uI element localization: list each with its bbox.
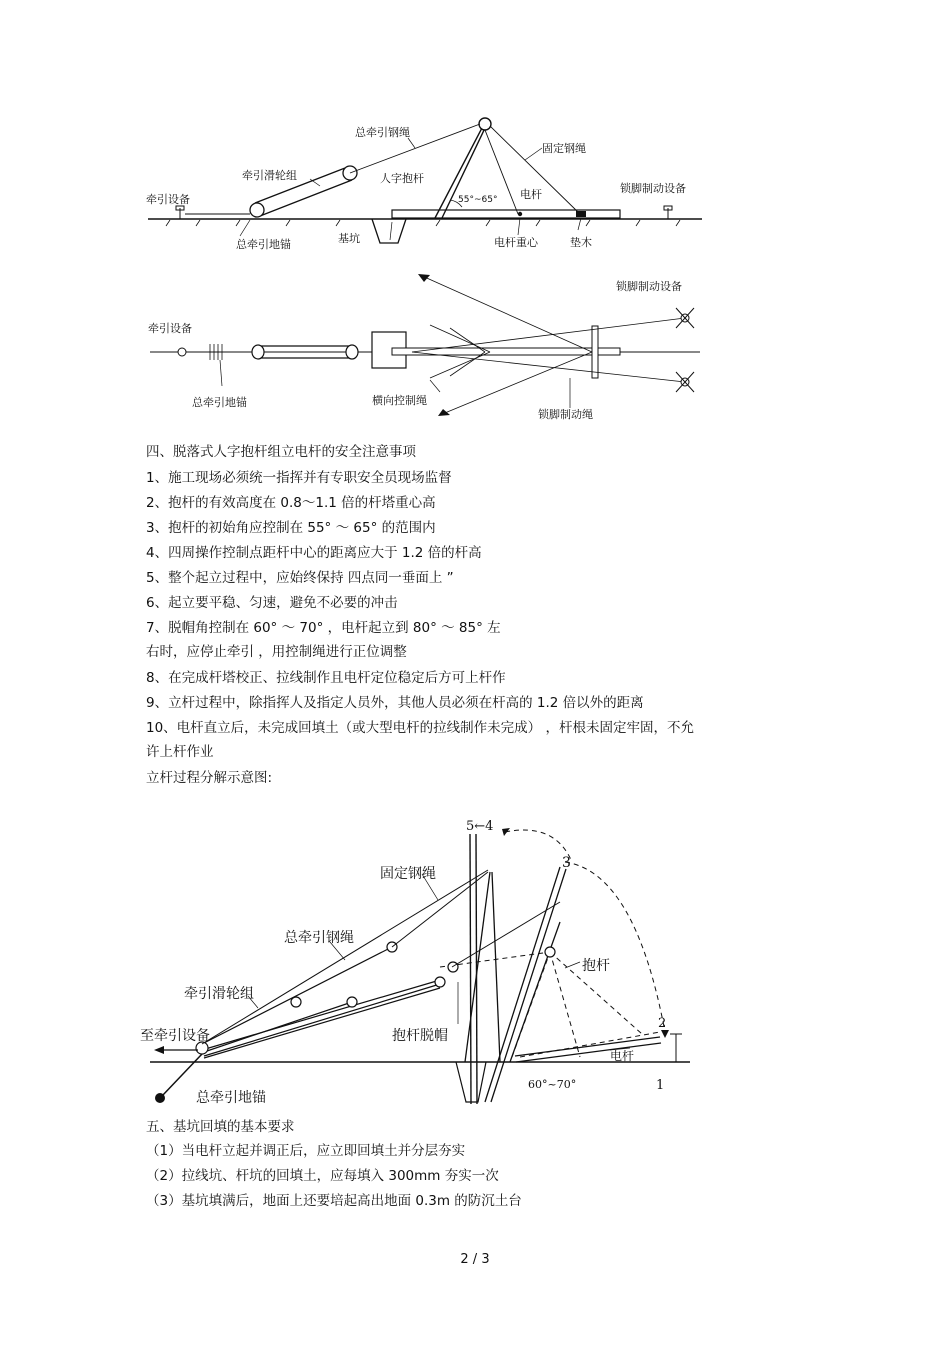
section4-item: 右时，应停止牵引 ，用控制绳进行正位调整 xyxy=(146,644,407,660)
traction-device-icon xyxy=(178,348,186,356)
label-release: 抱杆脱帽 xyxy=(392,1028,448,1044)
page-number: 2 / 3 xyxy=(460,1252,490,1267)
ground-hatch xyxy=(166,220,680,226)
label-lock-device-top: 锁脚制动设备 xyxy=(616,280,682,293)
label-angle: 60°~70° xyxy=(528,1078,577,1091)
pit-shape xyxy=(372,219,406,243)
label-angle: 55°~65° xyxy=(458,195,498,205)
fixed-ropes xyxy=(202,870,560,1044)
label-main-rope: 总牵引钢绳 xyxy=(284,930,354,946)
pole-vertical xyxy=(470,834,477,1104)
label-sleeper: 垫木 xyxy=(570,236,592,249)
label-step-2: 2 xyxy=(658,1016,667,1031)
label-pole: 电杆 xyxy=(610,1049,635,1063)
center-gravity-dot xyxy=(518,212,522,216)
side-view-svg xyxy=(140,110,710,260)
leader-lines xyxy=(248,874,630,1050)
section4-item: 9、立杆过程中，除指挥人及指定人员外，其他人员必须在杆高的 1.2 倍以外的距离 xyxy=(146,695,644,711)
arrow-head-traction xyxy=(154,1046,164,1054)
section4-item: 6、起立要平稳、匀速，避免不必要的冲击 xyxy=(146,595,398,611)
label-pole: 电杆 xyxy=(520,188,542,201)
section5-item: （2）拉线坑、杆坑的回填土，应每填入 300mm 夯实一次 xyxy=(146,1168,499,1184)
section5-title: 五、基坑回填的基本要求 xyxy=(146,1119,295,1135)
section4-item: 1、施工现场必须统一指挥并有专职安全员现场监督 xyxy=(146,470,452,486)
label-pulley-group: 牵引滑轮组 xyxy=(242,169,297,182)
section4-item: 10、电杆直立后，未完成回填土（或大型电杆的拉线制作未完成） ，杆根未固定牢固，不允 xyxy=(146,720,694,736)
lock-device-icon xyxy=(664,206,672,219)
diagram-top-view xyxy=(140,270,710,430)
arrow-up xyxy=(418,274,430,282)
label-pulley-group: 牵引滑轮组 xyxy=(184,986,254,1002)
height-marker xyxy=(670,1034,682,1062)
traction-device-icon xyxy=(176,206,184,219)
pole-lying xyxy=(515,1037,661,1062)
label-step-5-4: 5←4 xyxy=(466,819,494,834)
label-to-traction: 至牵引设备 xyxy=(140,1028,210,1044)
lock-bar xyxy=(592,326,598,378)
section4-item: 2、抱杆的有效高度在 0.8～1.1 倍的杆塔重心高 xyxy=(146,495,436,511)
arrow-down xyxy=(438,409,450,416)
erection-svg xyxy=(140,812,700,1112)
diagram-side-view xyxy=(140,110,710,260)
section4-title: 四、脱落式人字抱杆组立电杆的安全注意事项 xyxy=(146,444,416,460)
arrow-2 xyxy=(661,1030,669,1038)
label-center-gravity: 电杆重心 xyxy=(494,236,538,249)
label-lateral-rope: 横向控制绳 xyxy=(372,394,427,407)
section5-item: （3）基坑填满后，地面上还要培起高出地面 0.3m 的防沉土台 xyxy=(146,1193,522,1209)
label-herringbone-pole: 人字抱杆 xyxy=(380,172,424,185)
label-lock-rope: 锁脚制动绳 xyxy=(538,408,593,421)
label-traction-device: 牵引设备 xyxy=(146,193,190,206)
section4-item: 4、四周操作控制点距杆中心的距离应大于 1.2 倍的杆高 xyxy=(146,545,482,561)
fan-ropes xyxy=(412,275,685,415)
label-step-3: 3 xyxy=(562,855,571,871)
label-traction-device-top: 牵引设备 xyxy=(148,322,192,335)
label-step-1: 1 xyxy=(656,1078,665,1093)
section4-caption: 立杆过程分解示意图: xyxy=(146,770,273,786)
section5-item: （1）当电杆立起并调正后，应立即回填土并分层夯实 xyxy=(146,1143,466,1159)
label-fixed-rope: 固定钢绳 xyxy=(380,866,436,882)
label-main-rope: 总牵引钢绳 xyxy=(355,126,410,139)
label-pit: 基坑 xyxy=(338,232,360,245)
label-pole-holder: 抱杆 xyxy=(582,958,610,974)
section4-item: 8、在完成杆塔校正、拉线制作且电杆定位稳定后方可上杆作 xyxy=(146,670,506,686)
section4-item: 3、抱杆的初始角应控制在 55° ～ 65° 的范围内 xyxy=(146,520,436,536)
label-lock-device: 锁脚制动设备 xyxy=(620,182,686,195)
label-anchor: 总牵引地锚 xyxy=(236,238,291,251)
label-fixed-rope: 固定钢绳 xyxy=(542,142,586,155)
section4-item: 5、整个起立过程中，应始终保持 四点同一垂面上 ” xyxy=(146,570,454,586)
diagram-erection-process xyxy=(140,812,700,1112)
label-anchor-top: 总牵引地锚 xyxy=(192,396,247,409)
section4-item: 7、脱帽角控制在 60° ～ 70° ，电杆起立到 80° ～ 85° 左 xyxy=(146,620,501,636)
top-view-svg xyxy=(140,270,710,430)
section4-item: 许上杆作业 xyxy=(146,744,214,760)
label-anchor: 总牵引地锚 xyxy=(196,1090,266,1106)
lock-devices-top xyxy=(676,308,694,392)
arrow-5-4 xyxy=(502,828,510,836)
